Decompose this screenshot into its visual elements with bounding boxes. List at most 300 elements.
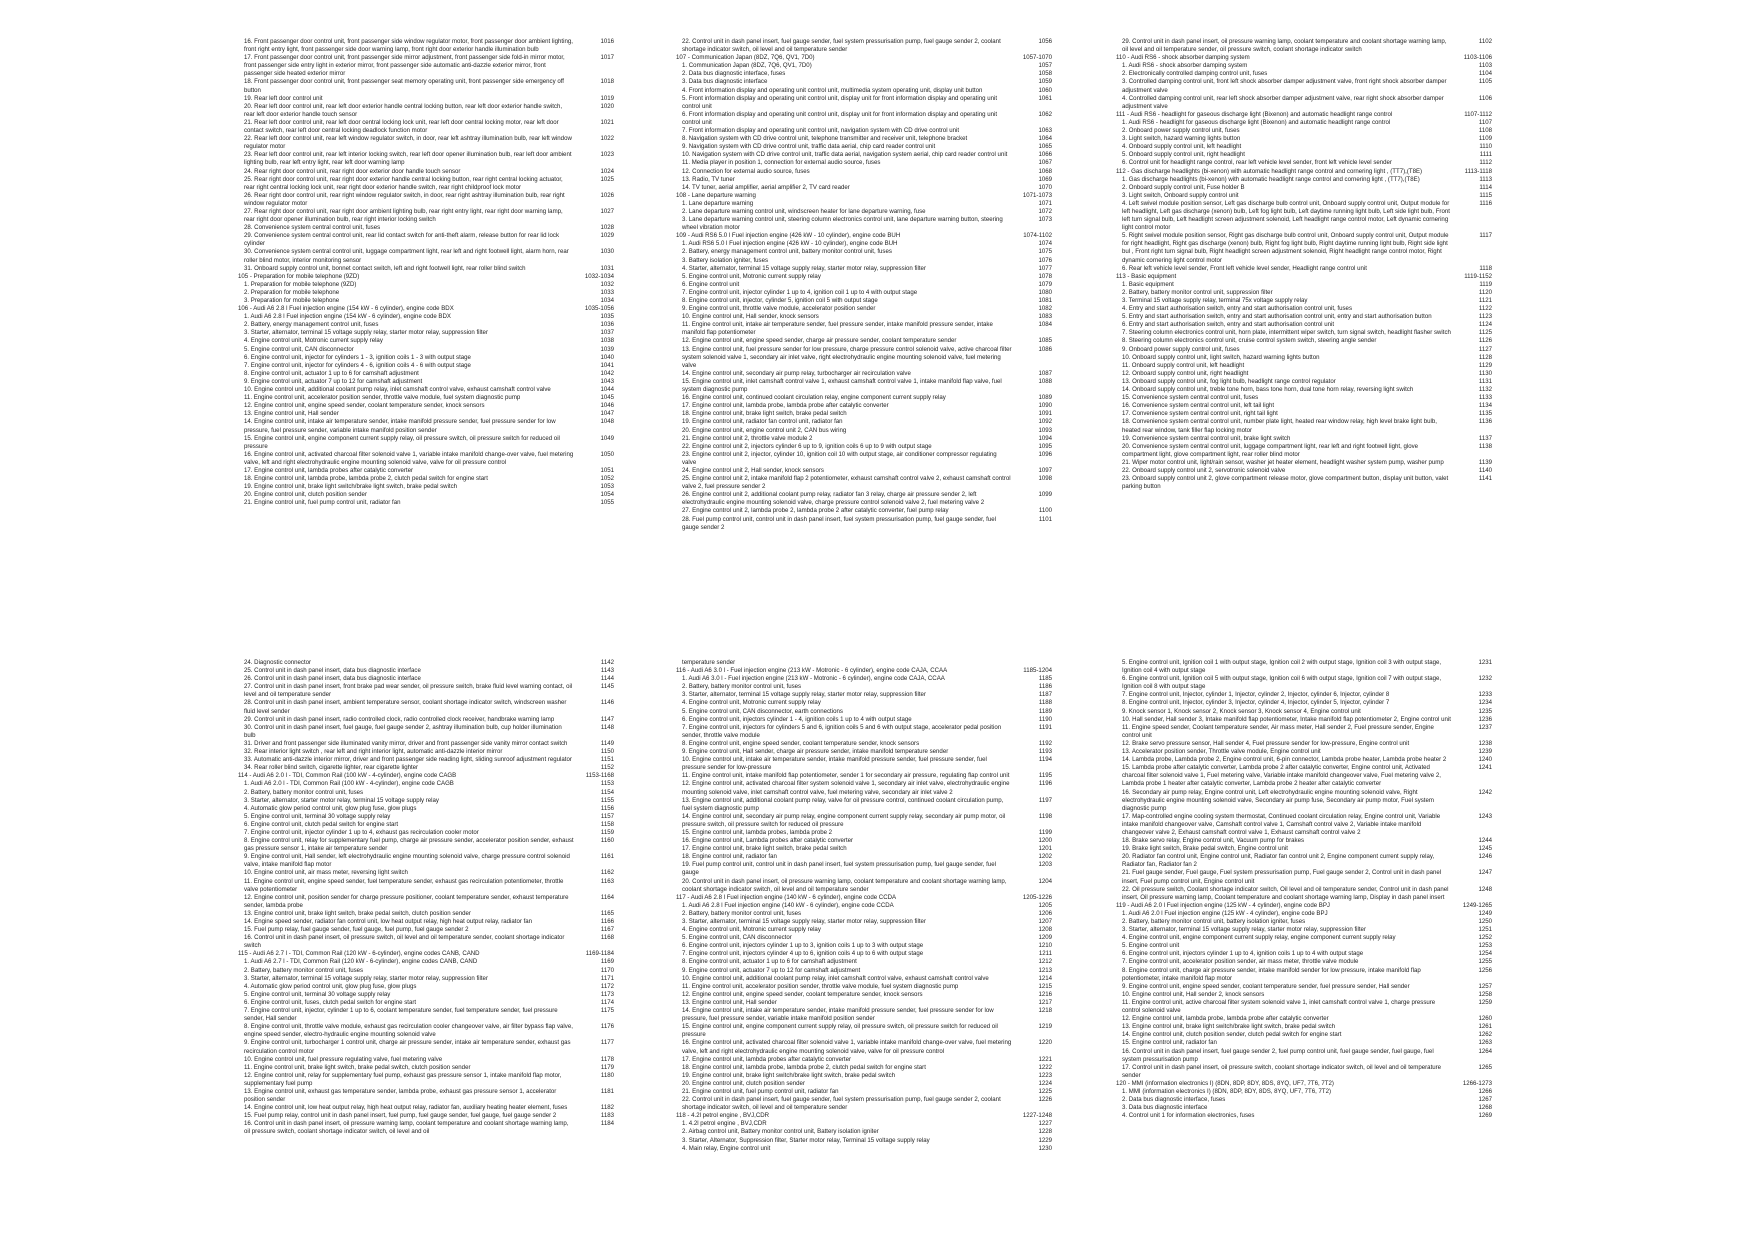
page-reference: 1060 (1038, 86, 1052, 94)
entry-text: 18. Engine control unit, lambda probe, lambda probe 2, clutch pedal switch for engine start (244, 475, 488, 483)
index-entry-row (244, 724, 614, 740)
page-reference: 1190 (1038, 715, 1052, 723)
page-reference: 1079 (1038, 280, 1052, 288)
index-entry-row (244, 289, 614, 297)
page-reference: 1169 (600, 958, 614, 966)
index-entry-row (682, 829, 1052, 837)
page-reference: 1225 (1038, 1087, 1052, 1095)
index-entry-row (244, 248, 614, 264)
entry-text: 22. Rear left door control unit, rear left window regulator switch, in door, rear left ashtray illumination bulb, rear left window regulator motor (244, 135, 572, 151)
page-reference: 1029 (600, 232, 614, 240)
index-entry-row (244, 1104, 614, 1112)
page-reference: 1044 (600, 386, 614, 394)
index-entry-row (1122, 127, 1492, 135)
page-reference: 1180 (600, 1071, 614, 1079)
entry-text: 1. Audi A6 2.8 l Fuel injection engine (140 kW - 6 cylinder), engine code CCDA (682, 901, 894, 909)
page-reference: 1269 (1478, 1112, 1492, 1120)
index-entry-row (682, 1088, 1052, 1096)
index-entry-row (682, 281, 1052, 289)
entry-text: 8. Engine control unit, engine speed sender, coolant temperature sender, knock sensors (682, 739, 920, 747)
page-reference: 1110 (1479, 143, 1492, 151)
page-reference: 1027 (600, 207, 614, 215)
entry-text: 16. Front passenger door control unit, front passenger side window regulator motor, front passenger door ambient lighting, front right entry light, front passenger side door warning lamp, front right door exterior handle illumination bulb (244, 38, 573, 54)
entry-text: 10. Engine control unit, air mass meter, reversing light switch (244, 869, 408, 877)
entry-text: 9. Knock sensor 1, Knock sensor 2, Knock sensor 3, Knock sensor 4, Engine control unit (1122, 707, 1361, 715)
entry-text: 27. Rear right door control unit, rear right door ambient lighting bulb, rear right entry light, rear right door warning lamp, rear right door opener illumination bulb, rear right interior locking switch (244, 207, 563, 224)
section-heading-row (1116, 272, 1492, 281)
entry-text: 21. Fuel gauge sender, Fuel gauge, Fuel system pressurisation pump, Fuel gauge sender 2, Control unit in dash panel insert, Fuel pump control unit, Engine control unit (1122, 869, 1442, 885)
page-reference: 1236 (1478, 715, 1492, 723)
page-reference: 1054 (600, 491, 614, 499)
entry-text: 3. Starter, alternator, terminal 15 voltage supply relay, starter motor relay, suppression filter (1122, 926, 1366, 934)
page-reference: 1107 (1478, 118, 1492, 126)
index-entry-row (682, 370, 1052, 378)
entry-text: 9. Engine control unit, throttle valve module, accelerator position sender (682, 305, 876, 313)
page-reference: 1061 (1038, 94, 1052, 102)
page-reference: 1164 (600, 893, 614, 901)
entry-text: 4. Entry and start authorisation switch, entry and start authorisation control unit, fuses (1122, 305, 1352, 313)
index-entry-row (1122, 362, 1492, 370)
index-column (676, 659, 1052, 1153)
entry-text: 10. Engine control unit, Hall sender, knock sensors (682, 313, 819, 321)
page-reference: 1244 (1478, 837, 1492, 845)
index-column (676, 38, 1052, 532)
page-reference: 1232 (1478, 675, 1492, 683)
entry-text: 13. Engine control unit, brake light switch, brake pedal switch, clutch position sender (244, 909, 471, 917)
page-reference: 1156 (600, 804, 614, 812)
index-entry-row (1122, 232, 1492, 264)
entry-text: 13. Engine control unit, Hall sender (682, 998, 777, 1006)
index-entry-row (244, 894, 614, 910)
page-reference: 1149 (600, 739, 614, 747)
entry-text: 13. Accelerator position sender, Throttle valve module, Engine control unit (1122, 748, 1321, 756)
page-reference: 1245 (1478, 845, 1492, 853)
page-reference: 1177 (600, 1039, 614, 1047)
entry-text: 1. Audi A6 2.7 l - TDI, Common Rail (120 kW - 6-cylinder), engine codes CANB, CAND (244, 958, 478, 966)
entry-text: 14. Lambda probe, Lambda probe 2, Engine control unit, 6-pin connector, Lambda probe heater, Lambda probe heater 2 (1122, 756, 1447, 764)
page-reference: 1056 (1038, 38, 1052, 45)
page-reference: 1231 (1478, 659, 1492, 666)
index-entry-row (244, 716, 614, 724)
page-reference: 1063 (1038, 127, 1052, 135)
index-entry-row (682, 1007, 1052, 1023)
index-entry-row (682, 926, 1052, 934)
page-reference: 1100 (1038, 507, 1052, 515)
index-entry-row (1122, 983, 1492, 991)
entry-text: 17. Engine control unit, lambda probes after catalytic converter (682, 1055, 852, 1063)
page-reference: 1207 (1038, 918, 1052, 925)
index-entry-row (244, 475, 614, 483)
entry-text: 5. Engine control unit, terminal 30 voltage supply relay (244, 812, 391, 820)
section-heading-text: 114 - Audi A6 2.0 l - TDI, Common Rail (100 kW - 4-cylinder), engine code CAGB (238, 772, 457, 780)
page-reference: 1109 (1478, 135, 1492, 143)
index-entry-row (682, 724, 1052, 740)
page-reference: 1097 (1038, 466, 1052, 474)
entry-text: 2. Preparation for mobile telephone (244, 288, 340, 296)
index-entry-row (682, 257, 1052, 265)
index-entry-row (244, 329, 614, 337)
entry-text: 9. Navigation system with CD drive control unit, traffic data aerial, chip card reader control unit (682, 143, 936, 151)
entry-text: 4. Front information display and operating unit control unit, multimedia system operating unit, display unit button (682, 86, 983, 94)
entry-text: 15. Engine control unit, engine component current supply relay, oil pressure switch, oil pressure switch for reduced oil pressure (682, 1023, 998, 1039)
entry-text: 1. Basic equipment (1122, 280, 1174, 288)
entry-text: 1. Audi RS6 5.0 l Fuel injection engine (426 kW - 10 cylinder), engine code BUH (682, 240, 898, 248)
index-entry-row (682, 208, 1052, 216)
index-entry-row (1122, 176, 1492, 184)
entry-text: 27. Control unit in dash panel insert, front brake pad wear sender, oil pressure switch, brake fluid level warning contact, oil level and oil temperature sender (244, 683, 573, 699)
page-reference: 1035 (600, 313, 614, 321)
entry-text: 18. Brake servo relay, Engine control unit, Vacuum pump for brakes (1122, 837, 1304, 845)
entry-text: 13. Engine control unit, exhaust gas temperature sender, lambda probe, exhaust gas pressure sensor 1, accelerator position sender (244, 1087, 557, 1104)
page-reference: 1098 (1038, 475, 1052, 483)
page-reference: 1103-1106 (1463, 54, 1492, 62)
index-entry-row (244, 1007, 614, 1023)
page-reference: 1057 (1038, 62, 1052, 70)
page-reference: 1253 (1478, 942, 1492, 950)
index-entry-row (244, 451, 614, 467)
page-reference: 1104 (1478, 70, 1492, 78)
page-reference: 1239 (1478, 748, 1492, 756)
index-entry-row (1122, 853, 1492, 869)
entry-text: 14. Engine control unit, secondary air pump relay, turbocharger air recirculation valve (682, 369, 911, 377)
index-entry-row (682, 1023, 1052, 1039)
page-reference: 1198 (1038, 812, 1052, 820)
entry-text: 2. Lane departure warning control unit, windscreen heater for lane departure warning, fuse (682, 207, 926, 215)
page-reference: 1102 (1478, 38, 1492, 45)
index-entry-row (244, 780, 614, 788)
page-reference: 1055 (600, 499, 614, 507)
page-reference: 1185 (1038, 675, 1052, 683)
index-entry-row (244, 224, 614, 232)
page-reference: 1152 (600, 764, 614, 772)
section-heading-row (1116, 54, 1492, 62)
page-reference: 1049 (600, 434, 614, 442)
index-entry-row (244, 232, 614, 248)
entry-text: 6. Entry and start authorisation switch, entry and start authorisation control unit (1122, 321, 1335, 329)
index-entry-row (244, 321, 614, 329)
page-reference: 1095 (1038, 442, 1052, 450)
page-reference: 1032-1034 (584, 272, 614, 280)
index-entry-row (244, 764, 614, 772)
index-entry-row (682, 772, 1052, 780)
section-heading-text: 119 - Audi A6 2.0 l Fuel injection engine (125 kW - 4 cylinder), engine code BPJ (1116, 901, 1330, 909)
index-entry-row (244, 910, 614, 918)
index-entry-row (1122, 942, 1492, 950)
entry-text: 15. Engine control unit, lambda probes, lambda probe 2 (682, 828, 833, 836)
entry-text: 14. Engine control unit, intake air temperature sender, intake manifold pressure sender, fuel pressure sender for low pressure, fuel pressure sender, variable intake manifold position sender (682, 1007, 994, 1023)
page-reference: 1142 (600, 659, 614, 666)
entry-text: 26. Rear right door control unit, rear right window regulator switch, in door, rear right ashtray illumination bulb, rear right window regulator motor (244, 191, 565, 207)
page-reference: 1067 (1038, 159, 1052, 167)
index-column (238, 659, 614, 1137)
page-reference: 1094 (1038, 434, 1052, 442)
entry-text: 8. Engine control unit, Injector, cylinder 3, Injector, cylinder 4, Injector, cylinder 5, Injector, cylinder 7 (1122, 699, 1390, 707)
index-entry-row (1122, 724, 1492, 740)
entry-text: 14. Onboard supply control unit, treble tone horn, bass tone horn, dual tone horn relay, reversing light switch (1122, 386, 1414, 394)
entry-text: 22. Control unit in dash panel insert, fuel gauge sender, fuel system pressurisation pump, fuel gauge sender 2, coolant shortage indicator switch, oil level and oil temperature sender (682, 38, 1001, 54)
index-entry-row (682, 289, 1052, 297)
page-reference: 1074-1102 (1023, 232, 1052, 240)
index-entry-row (1122, 1031, 1492, 1039)
page-reference: 1147 (600, 715, 614, 723)
page-reference: 1254 (1478, 950, 1492, 958)
index-entry-row (1122, 1104, 1492, 1112)
page-reference: 1117 (1479, 232, 1492, 240)
page-reference: 1101 (1038, 515, 1052, 523)
index-entry-row (1122, 659, 1492, 675)
page-reference: 1111 (1479, 151, 1492, 159)
entry-text: 7. Steering column electronics control unit, horn plate, intermittent wiper switch, turn signal switch, headlight flasher switch (1122, 329, 1451, 337)
page-reference: 1157 (600, 812, 614, 820)
page-reference: 1233 (1478, 691, 1492, 699)
page-reference: 1113-1118 (1464, 167, 1492, 175)
entry-text: 20. Convenience system central control unit, luggage compartment light, rear left and right footwell light, glove compartment light, glove compartment light, rear roller blind motor (1122, 442, 1419, 458)
page-reference: 1045 (600, 394, 614, 402)
page-reference: 1077 (1038, 264, 1052, 272)
index-entry-row (682, 70, 1052, 78)
index-entry-row (682, 748, 1052, 756)
index-entry-row (1122, 402, 1492, 410)
index-entry-row (244, 435, 614, 451)
entry-text: 3. Terminal 15 voltage supply relay, terminal 75x voltage supply relay (1122, 297, 1308, 304)
entry-text: 25. Engine control unit 2, intake manifold flap 2 potentiometer, exhaust camshaft control valve 2, exhaust camshaft control valve 2, fuel pressure sender 2 (682, 475, 1011, 491)
entry-text: 2. Battery, energy management control unit, battery monitor control unit, fuses (682, 248, 892, 256)
index-entry-row (682, 159, 1052, 167)
entry-text: 3. Starter, alternator, starter motor relay, terminal 15 voltage supply relay (244, 796, 439, 804)
section-heading-row (238, 272, 614, 281)
index-entry-row (1122, 200, 1492, 232)
page-reference: 1119 (1479, 280, 1492, 288)
page-reference: 1167 (600, 926, 614, 934)
index-entry-row (244, 78, 614, 94)
index-entry-row (244, 467, 614, 475)
entry-text: 8. Engine control unit, throttle valve module, exhaust gas recirculation cooler changeover valve, air filter bypass flap valve, engine speed sender, electro-hydraulic engine mounting solenoid valve (244, 1023, 573, 1039)
page-reference: 1030 (600, 248, 614, 256)
page-reference: 1113 (1479, 175, 1492, 183)
entry-text: 7. Engine control unit, injector, cylinder 1 up to 6, coolant temperature sender, fuel temperature sender, fuel pressure sender, Hall sender (244, 1007, 558, 1023)
entry-text: 7. Engine control unit, Injector, cylinder 1, Injector, cylinder 2, Injector, cylinder 6, Injector, cylinder 8 (1122, 691, 1390, 699)
page-reference: 1034 (600, 297, 614, 304)
page-reference: 1209 (1038, 934, 1052, 942)
index-entry-row (1122, 999, 1492, 1015)
index-entry-row (244, 797, 614, 805)
section-heading-row (676, 1112, 1052, 1120)
page-reference: 1154 (600, 788, 614, 796)
entry-text: 4. Engine control unit, Motronic current supply relay (244, 337, 383, 345)
page-reference: 1080 (1038, 288, 1052, 296)
page-reference: 1222 (1038, 1063, 1052, 1071)
entry-text: 2. Battery, battery monitor control unit, fuses (244, 966, 364, 974)
index-entry-row (682, 313, 1052, 321)
page-reference: 1038 (600, 337, 614, 345)
index-entry-row (1122, 443, 1492, 459)
entry-text: 1. Preparation for mobile telephone (9ZD) (244, 280, 357, 288)
page-reference: 1176 (600, 1023, 614, 1031)
page-reference: 1189 (1038, 707, 1052, 715)
index-entry-row (1122, 386, 1492, 394)
page-reference: 1136 (1478, 418, 1492, 426)
index-entry-row (1122, 184, 1492, 192)
page-reference: 1166 (600, 918, 614, 925)
page-reference: 1196 (1038, 780, 1052, 788)
index-entry-row (1122, 764, 1492, 788)
entry-text: 6. Rear left vehicle level sender, Front left vehicle level sender, Headlight range control unit (1122, 264, 1367, 272)
entry-text: 5. Engine control unit, terminal 30 voltage supply relay (244, 990, 391, 998)
index-entry-row (682, 691, 1052, 699)
entry-text: 28. Fuel pump control unit, control unit in dash panel insert, fuel system pressurisation pump, fuel gauge sender, fuel gauge sender 2 (682, 515, 997, 531)
entry-text: 3. Light switch, Onboard supply control unit (1122, 191, 1239, 199)
index-entry-row (682, 756, 1052, 772)
page-reference: 1096 (1038, 450, 1052, 458)
page-reference: 1173 (600, 990, 614, 998)
page-reference: 1069 (1038, 175, 1052, 183)
page-reference: 1226 (1038, 1096, 1052, 1104)
entry-text: 19. Fuel pump control unit, control unit in dash panel insert, fuel system pressurisation pump, fuel gauge sender, fuel gauge (682, 861, 997, 877)
index-entry-row (682, 297, 1052, 305)
page-reference: 1033 (600, 288, 614, 296)
entry-text: 16. Engine control unit, activated charcoal filter solenoid valve 1, variable intake manifold change-over valve, fuel metering valve, left and right electrohydraulic engine mounting solenoid valve, valve for oil pressure control (682, 1039, 1012, 1055)
index-entry-row (244, 991, 614, 999)
entry-text: 9. Engine control unit, Hall sender, left electrohydraulic engine mounting solenoid valve, charge pressure control solenoid valve, intake manifold flap motor (244, 853, 570, 869)
entry-text: 17. Engine control unit, lambda probe, lambda probe after catalytic converter (682, 402, 889, 410)
entry-text: 28. Convenience system central control unit, fuses (244, 224, 381, 232)
index-entry-row (682, 402, 1052, 410)
page-reference: 1082 (1038, 305, 1052, 313)
entry-text: 13. Engine control unit, brake light switch/brake light switch, brake pedal switch (1122, 1023, 1336, 1031)
entry-text: 17. Engine control unit, lambda probes after catalytic converter (244, 466, 414, 474)
page-reference: 1092 (1038, 418, 1052, 426)
index-entry-row (244, 297, 614, 305)
page-reference: 1128 (1478, 353, 1492, 361)
entry-text: 14. Engine control unit, low heat output relay, high heat output relay, radiator fan, auxiliary heating heater element, fuses (244, 1104, 568, 1112)
entry-text: 6. Front information display and operating unit control unit, display unit for front information display and operating unit control unit (682, 110, 998, 126)
page-reference: 1084 (1038, 321, 1052, 329)
entry-text: 4. Onboard supply control unit, left headlight (1122, 143, 1242, 151)
entry-text: 21. Wiper motor control unit, light/rain sensor, washer jet heater element, headlight washer system pump, washer pump (1122, 458, 1444, 466)
entry-text: 18. Front passenger door control unit, front passenger seat memory operating unit, front passenger side emergency off button (244, 78, 564, 94)
entry-text: 25. Rear right door control unit, rear right door exterior handle central locking button, rear right central locking actuator, rear right central locking lock unit, rear right door exterior handle switch, rear right childproof lock motor (244, 175, 563, 191)
index-entry-row (682, 475, 1052, 491)
entry-text: 2. Electronically controlled damping control unit, fuses (1122, 70, 1268, 78)
page-reference: 1024 (600, 167, 614, 175)
page-reference: 1186 (1038, 683, 1052, 691)
page-reference: 1076 (1038, 256, 1052, 264)
index-entry-row (244, 1064, 614, 1072)
entry-text: 2. Battery, battery monitor control unit, fuses (682, 683, 802, 691)
index-entry-row (244, 95, 614, 103)
page-reference: 1048 (600, 418, 614, 426)
entry-text: 3. Light switch, hazard warning lights button (1122, 135, 1241, 143)
section-heading-text: 111 - Audi RS6 - headlight for gaseous discharge light (Bixenon) and automatic headlight range control (1116, 110, 1393, 118)
index-entry-row (1122, 78, 1492, 94)
page-reference: 1119-1152 (1464, 272, 1492, 280)
page-reference: 1105 (1478, 78, 1492, 86)
page-reference: 1023 (600, 151, 614, 159)
index-column (1116, 38, 1492, 491)
index-entry-row (682, 845, 1052, 853)
index-entry-row (244, 683, 614, 699)
index-entry-row (682, 38, 1052, 54)
page-reference: 1153 (600, 780, 614, 788)
page-reference: 1242 (1478, 788, 1492, 796)
index-entry-row (682, 184, 1052, 192)
page-reference: 1114 (1479, 183, 1492, 191)
entry-text: 2. Data bus diagnostic interface, fuses (682, 70, 786, 78)
page-reference: 1216 (1038, 990, 1052, 998)
page-reference: 1085 (1038, 337, 1052, 345)
page-reference: 1159 (600, 828, 614, 836)
page-reference: 1112 (1479, 159, 1492, 167)
page-reference: 1261 (1478, 1023, 1492, 1031)
page-reference: 1050 (600, 450, 614, 458)
index-entry-row (682, 853, 1052, 861)
page-reference: 1243 (1478, 812, 1492, 820)
page-reference: 1257 (1478, 982, 1492, 990)
index-entry-row (1122, 691, 1492, 699)
section-heading-text: 112 - Gas discharge headlights (bi-xenon) with automatic headlight range control and cornering light , (TT7),(T8E) (1116, 167, 1423, 175)
index-entry-row (1122, 289, 1492, 297)
index-entry-row (1122, 265, 1492, 273)
page-reference: 1155 (600, 796, 614, 804)
index-entry-row (244, 176, 614, 192)
index-entry-row (244, 983, 614, 991)
index-entry-row (682, 346, 1052, 370)
page-reference: 1203 (1038, 861, 1052, 869)
page-reference: 1178 (600, 1055, 614, 1063)
page-reference: 1241 (1478, 764, 1492, 772)
index-entry-row (682, 934, 1052, 942)
page-reference: 1192 (1038, 739, 1052, 747)
index-entry-row (682, 708, 1052, 716)
page-reference: 1181 (600, 1087, 614, 1095)
index-entry-row (682, 797, 1052, 813)
index-entry-row (682, 240, 1052, 248)
index-entry-row (682, 1039, 1052, 1055)
entry-text: 11. Media player in position 1, connection for external audio source, fuses (682, 159, 881, 167)
index-entry-row (244, 1088, 614, 1104)
entry-text: 2. Onboard supply control unit, Fuse holder B (1122, 183, 1245, 191)
index-entry-row (1122, 756, 1492, 764)
index-entry-row (1122, 329, 1492, 337)
entry-text: 17. Convenience system central control unit, right tail light (1122, 410, 1278, 418)
page-reference: 1143 (600, 667, 614, 675)
page-reference: 1234 (1478, 699, 1492, 707)
index-entry-row (1122, 1015, 1492, 1023)
index-entry-row (682, 837, 1052, 845)
index-entry-row (1122, 708, 1492, 716)
index-entry-row (244, 1023, 614, 1039)
index-entry-row (682, 1120, 1052, 1128)
entry-text: 11. Engine control unit, accelerator position sender, throttle valve module, fuel system diagnostic pump (682, 982, 959, 990)
page-reference: 1040 (600, 353, 614, 361)
entry-text: 7. Engine control unit, accelerator position sender, air mass meter, throttle valve module (1122, 958, 1359, 966)
entry-text: 32. Rear interior light switch , rear left and right interior light, automatic anti-dazzle interior mirror (244, 748, 503, 756)
index-entry-row (1122, 143, 1492, 151)
index-entry-row (682, 675, 1052, 683)
index-entry-row (682, 135, 1052, 143)
page-reference: 1184 (600, 1120, 614, 1128)
page-reference: 1121 (1478, 297, 1492, 304)
page-reference: 1250 (1478, 918, 1492, 925)
index-entry-row (244, 354, 614, 362)
index-entry-row (682, 516, 1052, 532)
index-entry-row (682, 942, 1052, 950)
index-entry-row (1122, 748, 1492, 756)
index-entry-row (1122, 418, 1492, 434)
entry-text: 4. Main relay, Engine control unit (682, 1144, 771, 1152)
entry-text: 23. Onboard supply control unit 2, glove compartment release motor, glove compartment button, display unit button, valet parking button (1122, 475, 1449, 491)
index-entry-row (244, 829, 614, 837)
